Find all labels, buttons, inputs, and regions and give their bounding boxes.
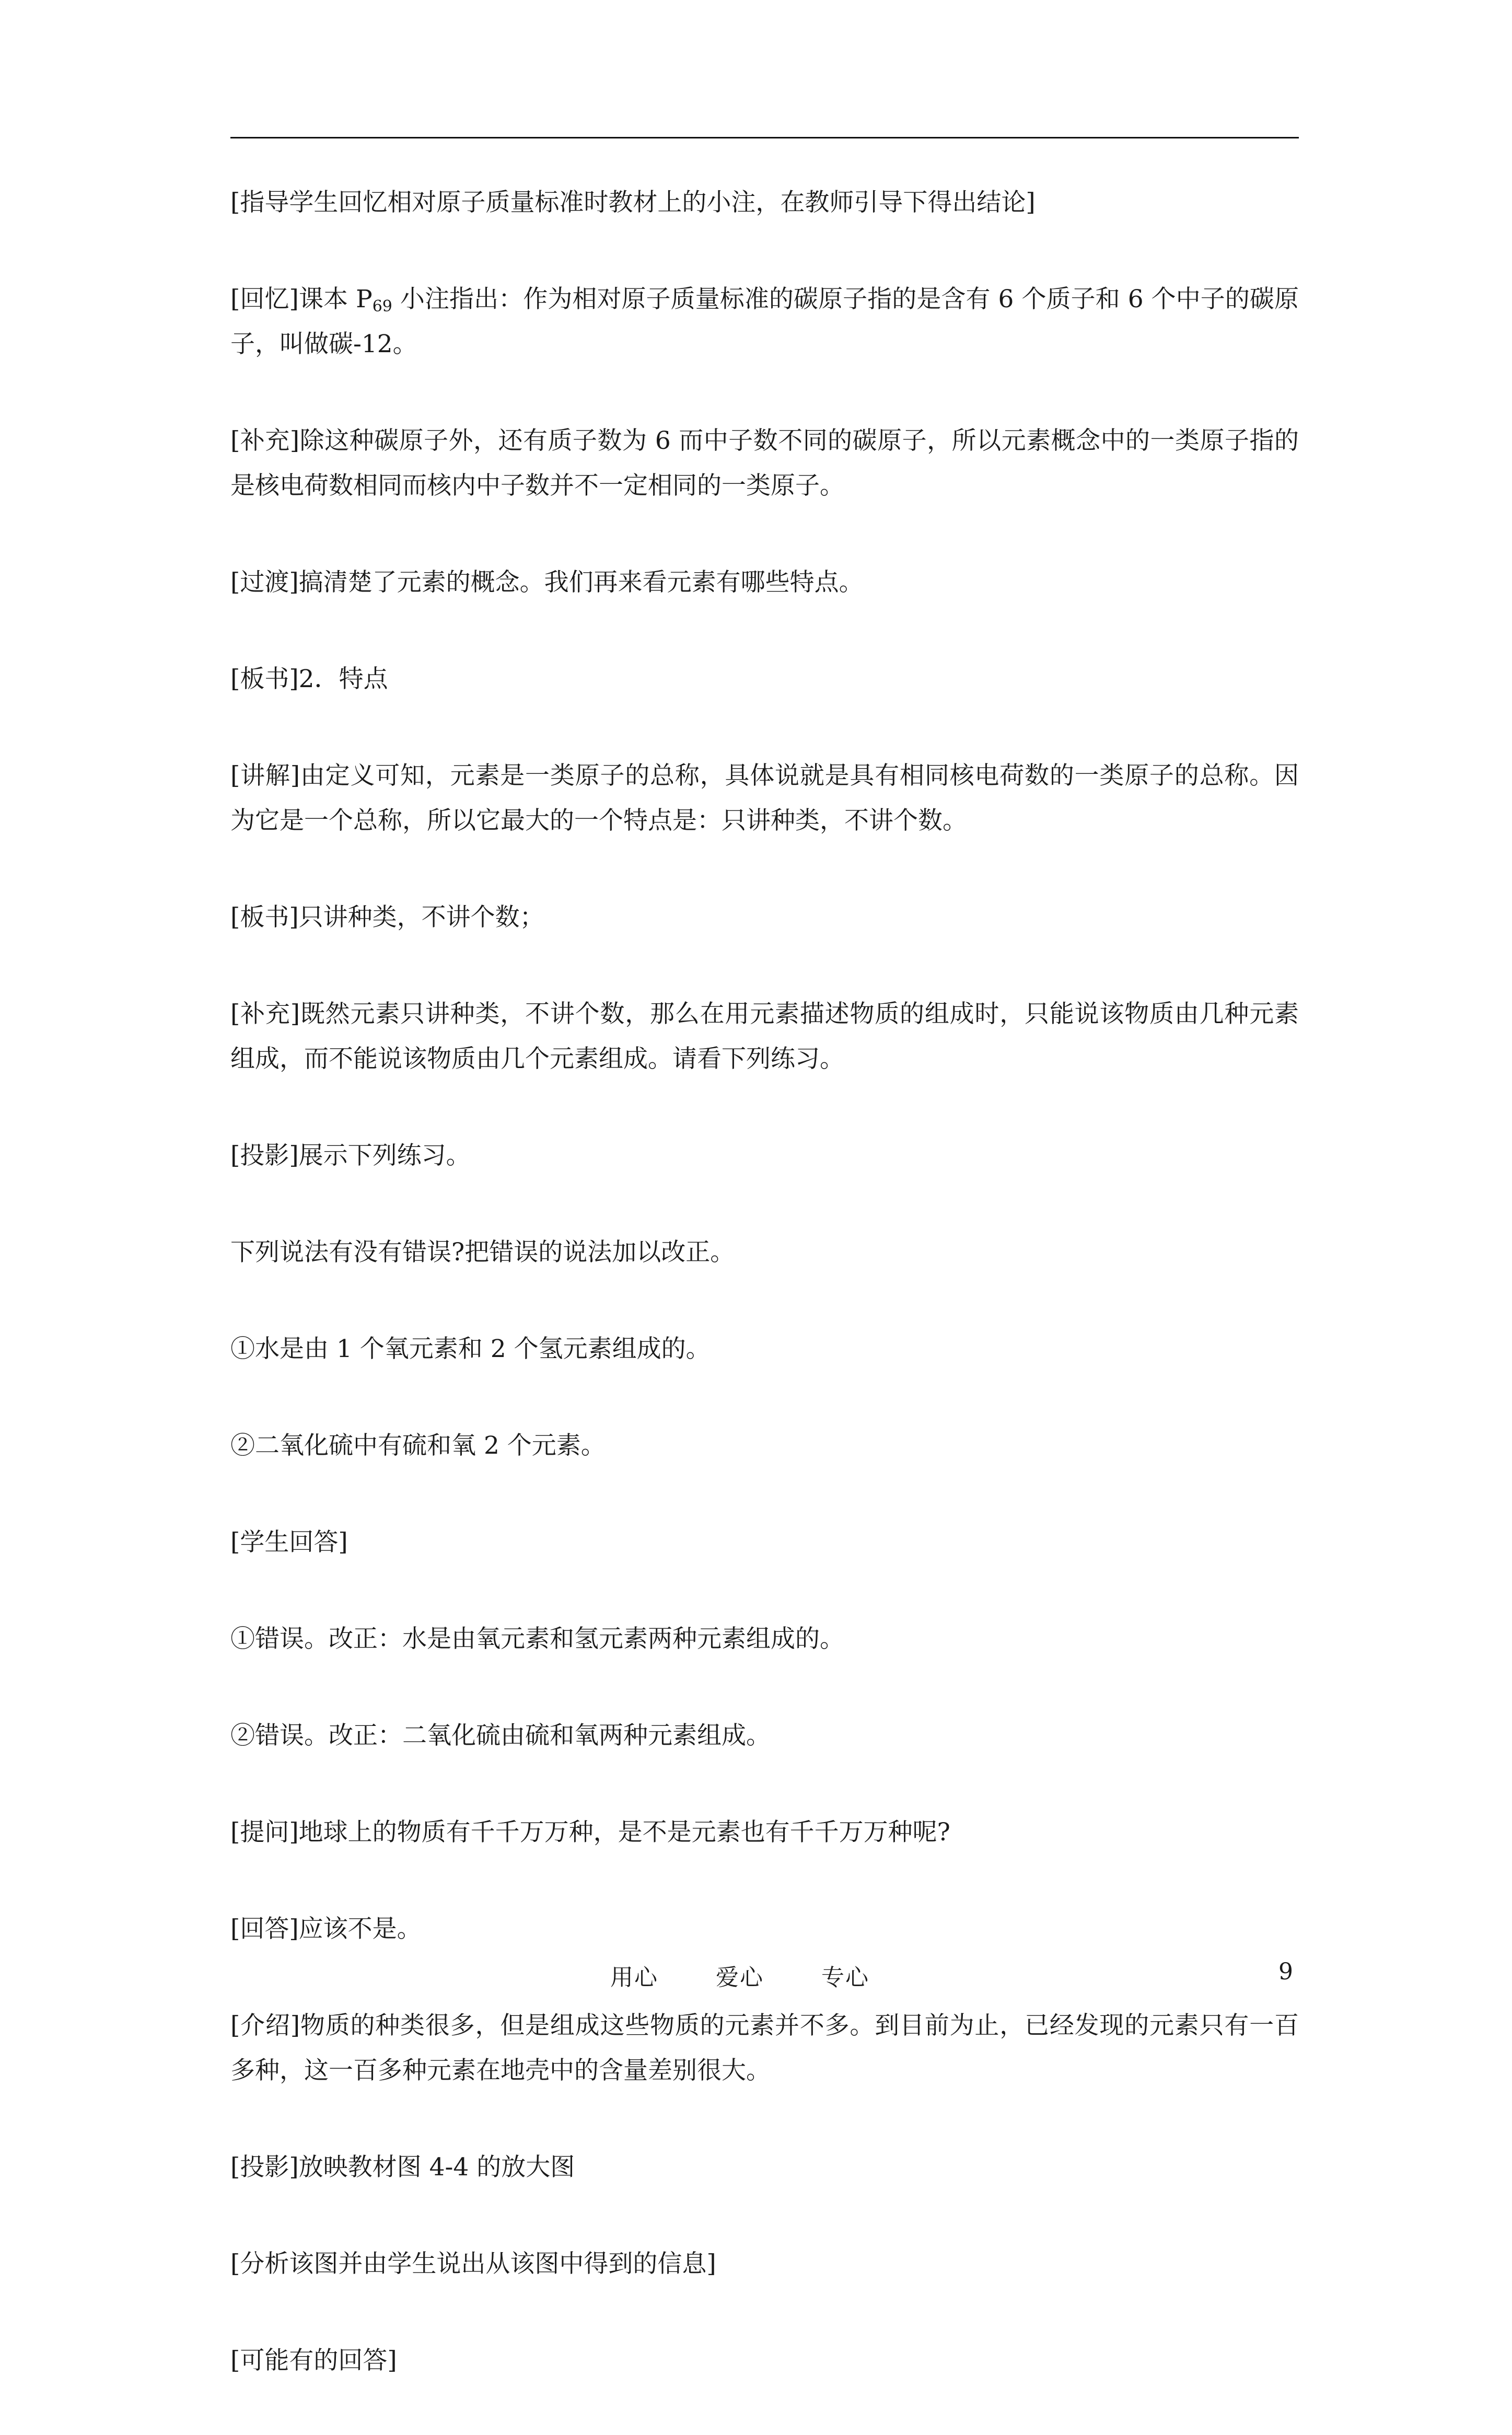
paragraph-with-subscript (230, 277, 1299, 367)
paragraph: ①水是由 1 个氧元素和 2 个氢元素组成的。 (230, 1335, 711, 1363)
paragraph: [板书]2．特点 (230, 665, 388, 693)
footer-motto-item: 爱心 (716, 1964, 764, 1991)
footer-motto-item: 专心 (821, 1964, 869, 1991)
paragraph: ②错误。改正：二氧化硫由硫和氧两种元素组成。 (230, 1721, 771, 1750)
paragraph: [投影]展示下列练习。 (230, 1141, 471, 1170)
paragraph: ②二氧化硫中有硫和氧 2 个元素。 (230, 1431, 606, 1460)
paragraph: 下列说法有没有错误?把错误的说法加以改正。 (230, 1238, 735, 1267)
paragraph: [补充]既然元素只讲种类，不讲个数，那么在用元素描述物质的组成时，只能说该物质由几种元素组成，而不能说该物质由几个元素组成。请看下列练习。 (230, 1000, 1299, 1073)
paragraph: [学生回答] (230, 1528, 348, 1557)
paragraph: [讲解]由定义可知，元素是一类原子的总称，具体说就是具有相同核电荷数的一类原子的总称。因为它是一个总称，所以它最大的一个特点是：只讲种类，不讲个数。 (230, 761, 1299, 835)
paragraph: [过渡]搞清楚了元素的概念。我们再来看元素有哪些特点。 (230, 568, 864, 597)
paragraph-text-post: 小注指出：作为相对原子质量标准的碳原子指的是含有 6 个质子和 6 个中子的碳原子，叫做碳-12。 (230, 285, 1299, 358)
paragraph-text-pre: [回忆]课本 P (230, 285, 373, 314)
paragraph: [可能有的回答] (230, 2346, 397, 2375)
footer-motto-item: 用心 (610, 1964, 658, 1991)
page-subscript: 69 (372, 297, 392, 316)
paragraph: ①错误。改正：水是由氧元素和氢元素两种元素组成的。 (230, 1625, 844, 1653)
paragraph: [补充]除这种碳原子外，还有质子数为 6 而中子数不同的碳原子，所以元素概念中的一类原子指的是核电荷数相同而核内中子数并不一定相同的一类原子。 (230, 426, 1299, 500)
paragraph: [介绍]物质的种类很多，但是组成这些物质的元素并不多。到目前为止，已经发现的元素只有一百多种，这一百多种元素在地壳中的含量差别很大。 (230, 2011, 1299, 2085)
paragraph: [投影]放映教材图 4-4 的放大图 (230, 2153, 575, 2182)
header-rule (230, 137, 1299, 138)
paragraph: [指导学生回忆相对原子质量标准时教材上的小注，在教师引导下得出结论] (230, 188, 1036, 217)
paragraph: [回答]应该不是。 (230, 1915, 422, 1943)
paragraph: [分析该图并由学生说出从该图中得到的信息] (230, 2250, 716, 2278)
paragraph: [板书]只讲种类，不讲个数； (230, 903, 544, 932)
page-number: 9 (1278, 1958, 1293, 1985)
paragraph: [提问]地球上的物质有千千万万种，是不是元素也有千千万万种呢? (230, 1818, 950, 1847)
document-body (230, 180, 1299, 2435)
footer-motto (610, 1958, 869, 1992)
